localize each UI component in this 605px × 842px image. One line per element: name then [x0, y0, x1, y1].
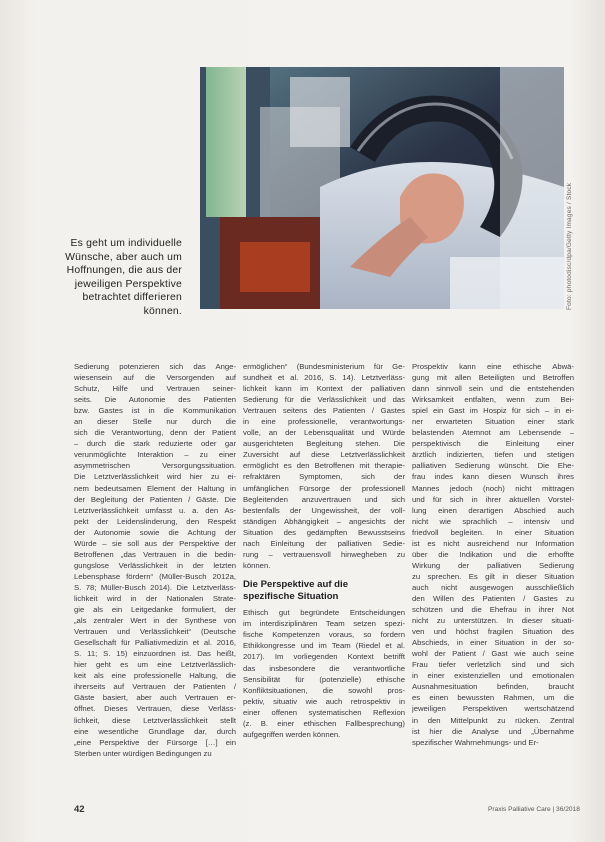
text-line: Begleitenden anzuvertrauen und sich: [243, 494, 405, 504]
text-line: der Autonomie sowie die Achtung der: [74, 527, 236, 537]
text-line: ist es nicht ausreichend nur Information: [412, 538, 574, 548]
text-line: der Begleitung der Patienten / Gäste. Die: [74, 494, 236, 504]
text-line: rung – vertrauensvoll hinwegheben zu: [243, 549, 405, 559]
caption-line: betrachtet differieren: [82, 292, 182, 304]
text-line: sundheit et al. 2016, S. 14). Letztverläss-: [243, 373, 405, 383]
text-line: nicht zu unterstützen. In dieser situati-: [412, 616, 574, 626]
text-line: Gesellschaft für Palliativmedizin et al. 2016,: [74, 638, 236, 648]
text-line: wohl der Patient / Gast wie auch seine: [412, 649, 574, 659]
text-line: „eine Perspektive der Fürsorge […] ein: [74, 737, 236, 747]
caption-line: Es geht um individuelle: [70, 238, 182, 249]
text-line: bestenfalls der Ungewissheit, der voll-: [243, 505, 405, 515]
column-2-paragraph: [243, 361, 405, 571]
text-line: Sterben unter würdigen Bedingungen zu: [74, 748, 212, 758]
text-line: in eine professionelle, verantwortungs-: [243, 417, 405, 427]
text-line: Frau tiefer verletzlich sind und sich: [412, 660, 574, 670]
subheading-line: spezifische Situation: [243, 591, 339, 603]
text-line: ausgerichteten Begleitung stehen. Die: [243, 439, 405, 449]
text-line: bzw. Gastes ist in die Kommunikation: [74, 406, 236, 416]
text-line: hier geht es um eine Letztverlässlich-: [74, 660, 236, 670]
caption-line: Wünsche, aber auch um: [65, 251, 182, 263]
text-line: Sensibilität für (potenzielle) ethische: [243, 674, 405, 684]
text-line: ner erwarteten Situation einer stark: [412, 417, 574, 427]
text-line: über die Indikation und die erhoffte: [412, 549, 574, 559]
text-line: öffnet. Dieses Vertrauen, diese Verläss-: [74, 704, 236, 714]
text-line: S. 78; Müller-Busch 2014). Die Letztverläss-: [74, 582, 236, 592]
hospital-bed-photo: [200, 67, 564, 309]
text-line: aufgegriffen werden können.: [243, 729, 341, 739]
text-line: ständigen Abhängigkeit – angesichts der: [243, 516, 405, 526]
text-line: können.: [243, 560, 271, 570]
text-line: in den Mittelpunkt zu rücken. Zentral: [412, 715, 574, 725]
text-line: friedvoll begleiten. In einer Situation: [412, 527, 574, 537]
text-line: Abschieds, in einer Situation in der so-: [412, 638, 574, 648]
text-line: lung einen derartigen Abschied auch: [412, 505, 574, 515]
text-line: Ethikkongresse und im Team (Riedel et al.: [243, 641, 405, 651]
subheading-line: Die Perspektive auf die: [243, 578, 349, 590]
text-line: es einen bewussten Rahmen, um die: [412, 693, 574, 703]
text-line: pekt der Leidenslinderung, den Respekt: [74, 516, 236, 526]
hospital-photo-illustration: [200, 67, 564, 309]
text-line: einer offenen systematischen Reflexion: [243, 707, 405, 717]
text-line: in einer existenziellen und emotionalen: [412, 671, 574, 681]
text-line: 2017). Im vorliegenden Kontext betrifft: [243, 652, 405, 662]
text-line: den Willen des Patienten / Gastes zu: [412, 593, 574, 603]
text-line: Prospektiv kann eine ethische Abwä-: [412, 362, 574, 371]
text-line: ven und höchst fragilen Situation des: [412, 627, 574, 637]
text-line: sich die Verantwortung, denn der Patient: [74, 428, 236, 438]
photo-credit: Foto: photodisc/dpa/Getty Images / Stock: [566, 182, 573, 310]
journal-footer: Praxis Palliative Care | 36/2018: [488, 806, 580, 813]
text-line: ermöglichen“ (Bundesministerium für Ge-: [243, 362, 405, 371]
text-line: Ausnahmesituation befinden, braucht: [412, 682, 574, 692]
text-line: ist hier die Analyse und „Übernahme: [412, 726, 574, 736]
text-line: Die Letztverlässlichkeit wird hier zu ei-: [74, 472, 236, 482]
text-line: nicht wie sprachlich – intensiv und: [412, 516, 574, 526]
text-line: refraktären Symptomen, sich der: [243, 472, 405, 482]
text-column-1: [74, 361, 236, 759]
text-line: Konfliktsituationen, die sowohl pros-: [243, 685, 405, 695]
text-line: eine wesentliche Grundlage dar, durch: [74, 726, 236, 736]
text-line: verunmöglichte Interaktion – zu einer: [74, 450, 236, 460]
text-line: jeweiligen Perspektiven wertschätzend: [412, 704, 574, 714]
text-line: keit als eine professionelle Haltung, die: [74, 671, 236, 681]
text-line: – durch die stark reduzierte oder gar: [74, 439, 236, 449]
text-column-2: [243, 361, 405, 740]
text-line: belastenden Atemnot am Lebensende –: [412, 428, 574, 438]
text-line: Würde – sie soll aus der Perspektive der: [74, 538, 236, 548]
text-line: fische Kompetenzen voraus, so fordern: [243, 630, 405, 640]
text-line: seits. Die Autonomie des Patienten: [74, 395, 236, 405]
text-line: auch nicht ausgewogen ausschließlich: [412, 582, 574, 592]
text-line: Lebensphase fördern“ (Müller-Busch 2012a,: [74, 571, 236, 581]
text-line: ärztlich indizierten, tiefen und stetigen: [412, 450, 574, 460]
text-line: frau indes kann diesen Wunsch ihres: [412, 472, 574, 482]
page-number: 42: [74, 804, 85, 815]
text-line: Betroffenen „das Vertrauen in die bedin-: [74, 549, 236, 559]
text-line: lichkeit wird in der Nationalen Strate-: [74, 593, 236, 603]
text-line: Wirkung der palliativen Sedierung: [412, 560, 574, 570]
text-line: Letztverlässlichkeit umfasst u. a. den As-: [74, 505, 236, 515]
text-line: perspektivisch die Einleitung einer: [412, 439, 574, 449]
caption-line: Hoffnungen, die aus der: [66, 265, 182, 277]
text-line: wiesensein auf die Versorgenden auf: [74, 373, 236, 383]
text-line: schützen und die Ehefrau in ihrer Not: [412, 605, 574, 615]
text-line: S. 11; S. 15) einzuordnen ist. Das heißt,: [74, 649, 236, 659]
text-line: lichkeit, diese Letztverlässlichkeit stellt: [74, 715, 236, 725]
column-2-paragraph: [243, 607, 405, 740]
text-line: (z. B. einer ethischen Fallbesprechung): [243, 718, 405, 728]
text-line: zu sprechen. Es gilt in dieser Situation: [412, 571, 574, 581]
text-line: Situation des gedämpften Bewusstseins: [243, 527, 405, 537]
text-line: Ethisch gut begründete Entscheidungen: [243, 608, 405, 618]
text-line: pektiv, situativ wie auch retrospektiv in: [243, 696, 405, 706]
text-line: „als zentraler Wert in der Synthese von: [74, 616, 236, 626]
text-column-3: [412, 361, 574, 748]
text-line: Vertrauen seitens des Patienten / Gastes: [243, 406, 405, 416]
text-line: Gäste basiert, aber auch Vertrauen er-: [74, 693, 236, 703]
text-line: an dieser Stelle nur durch die: [74, 417, 236, 427]
text-line: lichkeit kann im Kontext der palliativen: [243, 384, 405, 394]
text-line: das insbesondere die verantwortliche: [243, 663, 405, 673]
text-line: Schutz, Hilfe und Vertrauen seiner-: [74, 384, 236, 394]
text-line: Sedierung potenzieren sich das Ange-: [74, 362, 236, 371]
text-line: Mannes jedoch (noch) nicht mittragen: [412, 483, 574, 493]
text-line: nem bedeutsamen Element der Haltung in: [74, 483, 236, 493]
text-line: gie als ein Leitgedanke formuliert, der: [74, 605, 236, 615]
text-line: ihrerseits auf Vertrauen der Patienten /: [74, 682, 236, 692]
text-line: asymmetrischen Versorgungssituation.: [74, 461, 236, 471]
text-line: gung mit allen Beteiligten und Betroffen: [412, 373, 574, 383]
caption-line: können.: [143, 305, 182, 317]
text-line: umfänglichen Fürsorge der professionell: [243, 483, 405, 493]
text-line: Sedierung für die Verlässlichkeit und das: [243, 395, 405, 405]
pull-quote-caption: [30, 237, 182, 319]
text-line: spiel ein Gast im Hospiz für sich – in ei-: [412, 406, 574, 416]
text-line: ermöglicht es den Betroffenen mit therapie-: [243, 461, 405, 471]
text-line: volle, an der Lebensqualität und Würde: [243, 428, 405, 438]
text-line: palliativen Sedierung wünscht. Die Ehe-: [412, 461, 574, 471]
text-line: dann sinnvoll sein und die entstehenden: [412, 384, 574, 394]
text-line: spezifischer Wahrnehmungs- und Er-: [412, 737, 539, 747]
text-line: Vertrauen und Verlässlichkeit“ (Deutsche: [74, 627, 236, 637]
text-line: gungslose Verlässlichkeit in der letzten: [74, 560, 236, 570]
text-line: im interdisziplinären Team setzen spezi-: [243, 619, 405, 629]
caption-line: jeweiligen Perspektive: [74, 278, 182, 290]
section-subheading: [243, 579, 405, 603]
text-line: nach Einleitung der palliativen Sedie-: [243, 538, 405, 548]
text-line: und für sich in ihrer aktuellen Vorstel-: [412, 494, 574, 504]
text-line: Wirksamkeit entfalten, wenn zum Bei-: [412, 395, 574, 405]
text-line: Zuversicht auf diese Letztverlässlichkeit: [243, 450, 405, 460]
